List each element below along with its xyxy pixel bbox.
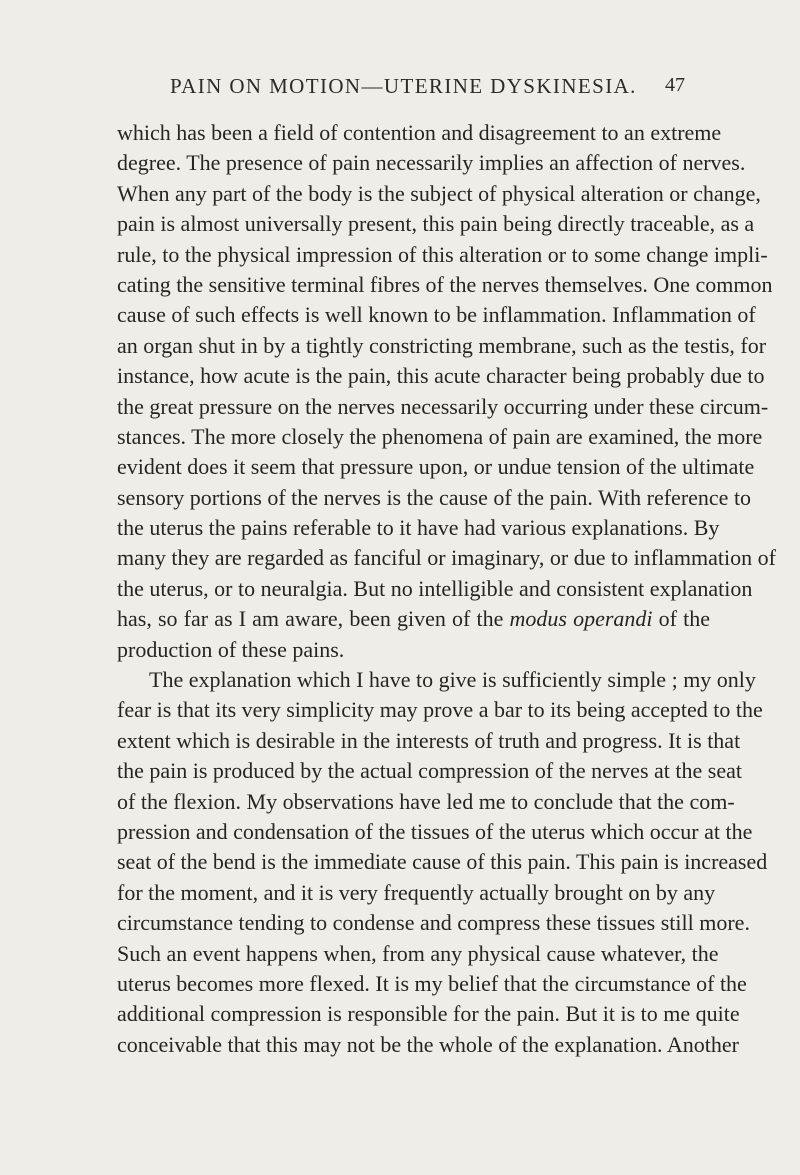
paragraph-first-line: The explanation which I have to give is sufficiently simple ; my only bbox=[149, 667, 756, 693]
text-line: which has been a field of contention and disagreement to an extreme bbox=[117, 120, 722, 145]
text-fragment: has, so far as I am aware, been given of the bbox=[117, 606, 510, 632]
text-line: the uterus the pains referable to it have had various explanations. By bbox=[117, 515, 720, 541]
text-fragment: of the bbox=[652, 606, 711, 632]
text-line: an organ shut in by a tightly constricting membrane, such as the testis, for bbox=[117, 332, 767, 358]
page-number: 47 bbox=[665, 74, 685, 96]
text-line: When any part of the body is the subject of physical alteration or change, bbox=[117, 180, 761, 206]
paragraph-end-line: production of these pains. bbox=[117, 636, 345, 662]
body-text bbox=[117, 118, 776, 1060]
text-line: pain is almost universally present, this pain being directly traceable, as a bbox=[117, 211, 755, 237]
text-line: rule, to the physical impression of this alteration or to some change impli- bbox=[117, 241, 768, 267]
text-line: sensory portions of the nerves is the cause of the pain. With reference to bbox=[117, 484, 752, 510]
text-line: stances. The more closely the phenomena of pain are examined, the more bbox=[117, 423, 763, 449]
text-line: seat of the bend is the immediate cause of this pain. This pain is increased bbox=[117, 849, 768, 875]
text-line: additional compression is responsible for the pain. But it is to me quite bbox=[117, 1001, 740, 1027]
text-line: for the moment, and it is very frequently actually brought on by any bbox=[117, 879, 716, 905]
text-line: degree. The presence of pain necessarily implies an affection of nerves. bbox=[117, 150, 746, 176]
text-line: fear is that its very simplicity may prove a bar to its being accepted to the bbox=[117, 697, 763, 723]
italic-phrase: modus operandi bbox=[509, 606, 653, 632]
text-line: cause of such effects is well known to be inflammation. Inflammation of bbox=[117, 302, 756, 328]
text-line-with-italic bbox=[117, 604, 710, 634]
text-line: cating the sensitive terminal fibres of the nerves themselves. One common bbox=[117, 271, 773, 297]
text-line: uterus becomes more flexed. It is my belief that the circumstance of the bbox=[117, 970, 747, 996]
text-line: the great pressure on the nerves necessarily occurring under these circum- bbox=[117, 393, 769, 419]
text-line: many they are regarded as fanciful or imaginary, or due to inflammation of bbox=[117, 545, 776, 571]
text-line: pression and condensation of the tissues of the uterus which occur at the bbox=[117, 818, 753, 844]
text-line: Such an event happens when, from any physical cause whatever, the bbox=[117, 940, 719, 966]
text-line: circumstance tending to condense and compress these tissues still more. bbox=[117, 910, 750, 936]
text-line: of the flexion. My observations have led me to conclude that the com- bbox=[117, 788, 735, 814]
text-line: the pain is produced by the actual compression of the nerves at the seat bbox=[117, 758, 742, 784]
text-line: the uterus, or to neuralgia. But no intelligible and consistent explanation bbox=[117, 575, 753, 601]
text-line: conceivable that this may not be the whole of the explanation. Another bbox=[117, 1031, 739, 1057]
page-header bbox=[170, 74, 685, 104]
running-title: PAIN ON MOTION—UTERINE DYSKINESIA. bbox=[170, 74, 637, 98]
text-line: extent which is desirable in the interests of truth and progress. It is that bbox=[117, 727, 741, 753]
text-line: instance, how acute is the pain, this acute character being probably due to bbox=[117, 363, 765, 389]
text-line: evident does it seem that pressure upon, or undue tension of the ultimate bbox=[117, 454, 755, 480]
